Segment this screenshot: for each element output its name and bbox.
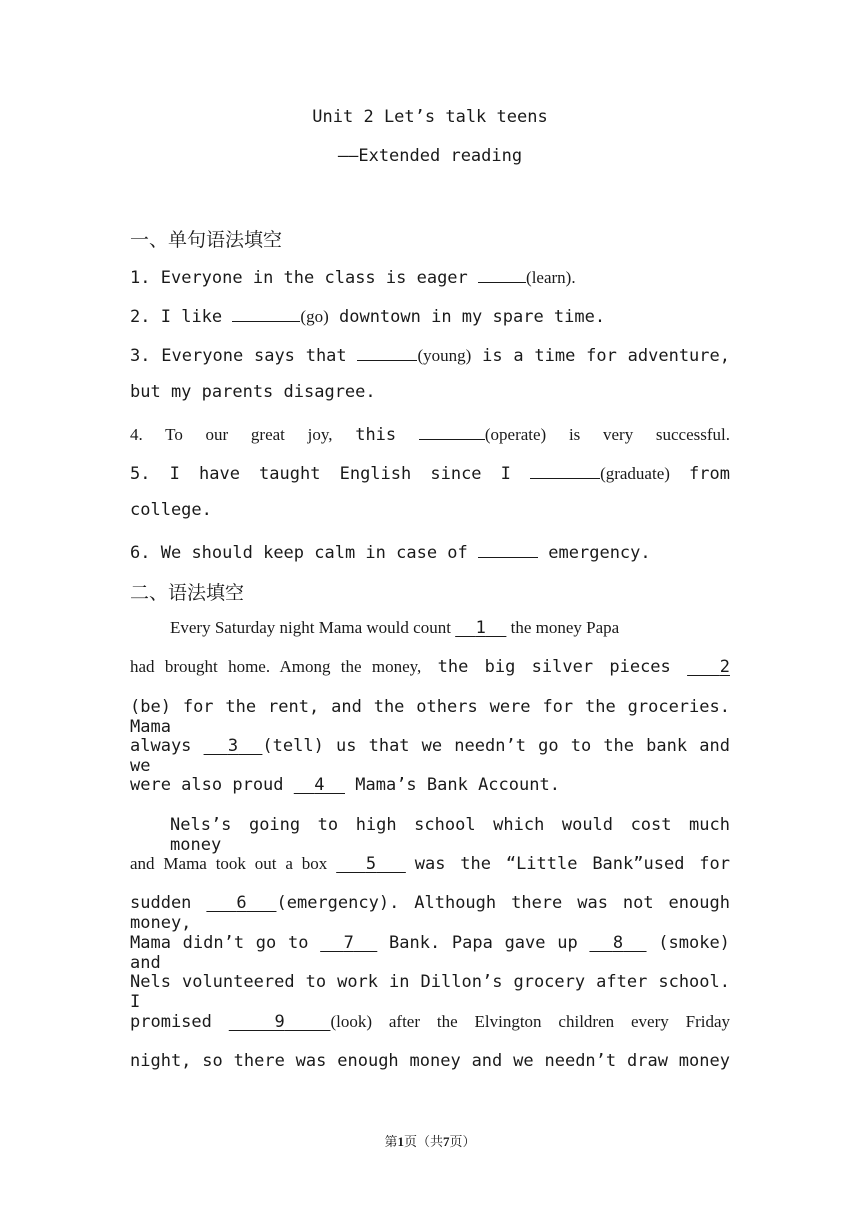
passage-line: promised 9 (look) after the Elvington children every Friday [130, 1012, 730, 1032]
passage-line: always 3 (tell) us that we needn’t go to the bank and we [130, 736, 730, 776]
section-heading-2: 二、语法填空 [130, 583, 245, 604]
question-number: 5. [130, 464, 151, 484]
question-text: this [355, 425, 397, 445]
question-text: is very successful. [568, 425, 731, 444]
question-number: 4. [130, 425, 143, 444]
question-hint: (go) [300, 307, 329, 326]
question-text: emergency. [548, 543, 651, 563]
question-number: 2. [130, 307, 151, 327]
numbered-blank-4[interactable]: 4 [314, 775, 325, 795]
section-heading-1: 一、单句语法填空 [130, 230, 283, 251]
question-text: To our great joy, [165, 425, 333, 444]
numbered-blank-3[interactable]: 3 [227, 736, 239, 756]
question-text: Everyone says that [161, 346, 347, 366]
question-text: Everyone in the class is eager [160, 268, 468, 288]
numbered-blank-9[interactable]: 9 [274, 1012, 285, 1032]
answer-blank[interactable] [530, 461, 600, 479]
numbered-blank-2[interactable]: 2 [719, 657, 730, 677]
passage-line: and Mama took out a box 5 was the “Little Bank”used for [130, 854, 730, 874]
question-hint: (graduate) [600, 464, 670, 483]
passage-line: Nels volunteered to work in Dillon’s grocery after school. I [130, 972, 730, 1012]
passage-line: Every Saturday night Mama would count 1 the money Papa [170, 618, 620, 638]
document-subtitle: ——Extended reading [337, 146, 523, 166]
answer-blank[interactable] [357, 343, 417, 361]
answer-blank[interactable] [419, 422, 485, 440]
question-1 [130, 265, 730, 288]
passage-line: Mama didn’t go to 7 Bank. Papa gave up 8 (smoke) and [130, 933, 730, 973]
question-5-continued: college. [130, 500, 212, 520]
question-text: I like [160, 307, 223, 327]
page-footer: 第1页（共7页） [384, 1134, 476, 1149]
numbered-blank-6[interactable]: 6 [236, 893, 247, 913]
answer-blank[interactable] [478, 540, 538, 558]
passage-line: night, so there was enough money and we needn’t draw money [130, 1051, 730, 1071]
question-text: I have taught English since I [169, 464, 511, 484]
question-text: is a time for adventure, [482, 346, 730, 366]
question-3-continued: but my parents disagree. [130, 382, 376, 402]
question-hint: (operate) [484, 425, 547, 444]
question-3 [130, 343, 730, 366]
passage-line: had brought home. Among the money, the big silver pieces 2 [130, 657, 730, 677]
question-text: We should keep calm in case of [160, 543, 468, 563]
question-hint: (young) [417, 346, 472, 365]
numbered-blank-1[interactable]: 1 [475, 618, 486, 638]
question-number: 3. [130, 346, 151, 366]
question-4 [130, 422, 730, 445]
question-text: downtown in my spare time. [338, 307, 606, 327]
numbered-blank-5[interactable]: 5 [365, 854, 377, 874]
question-number: 1. [130, 268, 151, 288]
question-hint: (learn). [526, 268, 576, 287]
passage-line: sudden 6 (emergency). Although there was not enough money, [130, 893, 730, 933]
answer-blank[interactable] [232, 304, 300, 322]
answer-blank[interactable] [478, 265, 526, 283]
passage-line: were also proud 4 Mama’s Bank Account. [130, 775, 560, 795]
question-2 [130, 304, 730, 327]
question-6 [130, 540, 730, 563]
question-number: 6. [130, 543, 151, 563]
numbered-blank-7[interactable]: 7 [343, 933, 354, 953]
question-text: from [689, 464, 730, 484]
numbered-blank-8[interactable]: 8 [612, 933, 624, 953]
question-5 [130, 461, 730, 484]
passage-line: Nels’s going to high school which would cost much money [170, 815, 730, 855]
document-title: Unit 2 Let’s talk teens [312, 107, 548, 127]
passage-line: (be) for the rent, and the others were for the groceries. Mama [130, 697, 730, 737]
